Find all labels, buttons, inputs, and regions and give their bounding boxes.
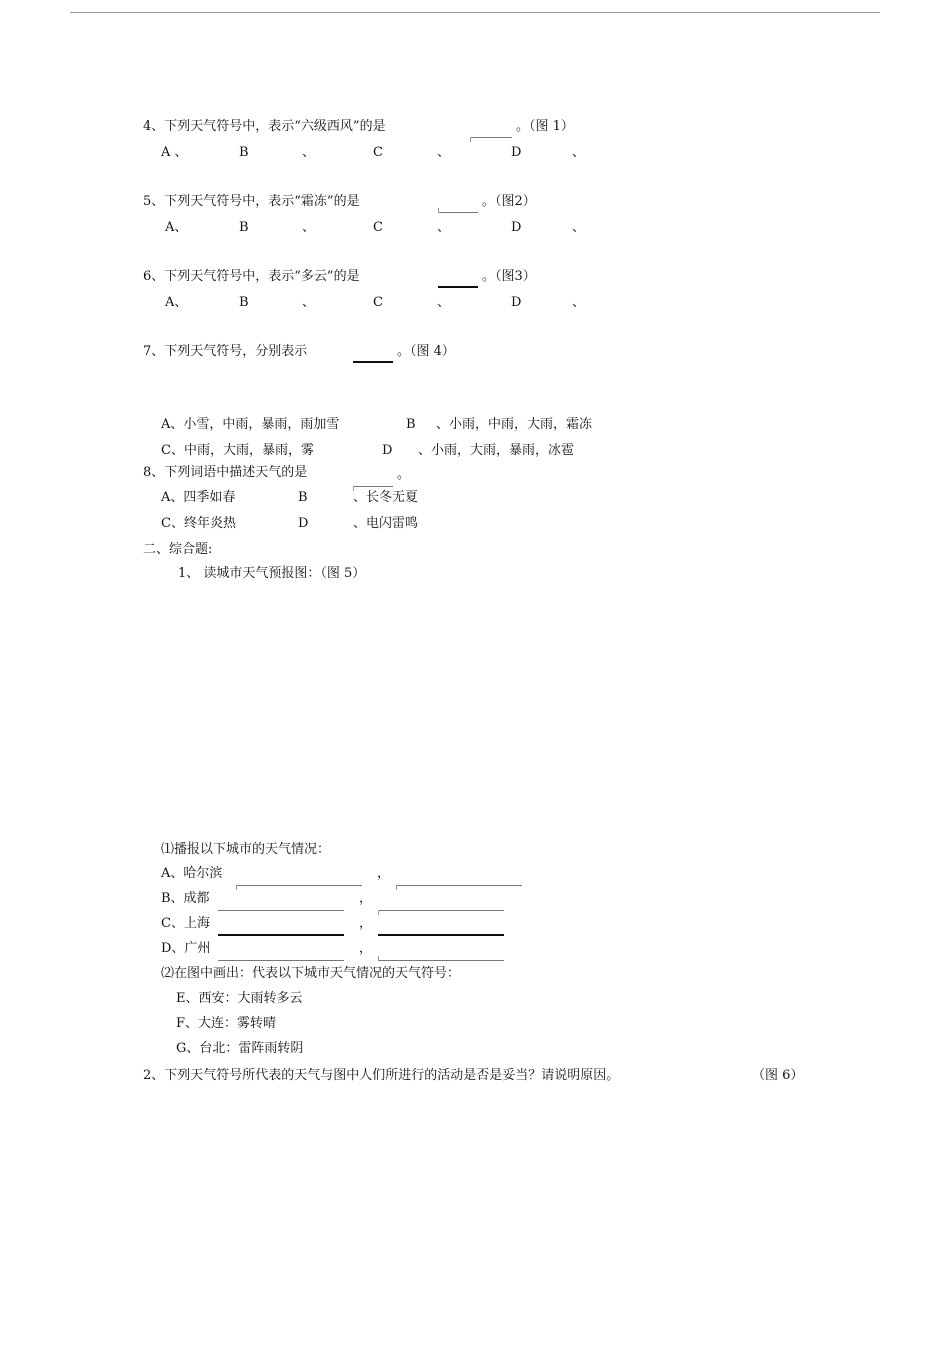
q7-option-b-letter[interactable]: B bbox=[406, 417, 416, 432]
blank-mark bbox=[396, 885, 397, 890]
q6-stem: 6、下列天气符号中，表示“多云”的是 bbox=[143, 269, 360, 284]
page-top-rule bbox=[70, 12, 880, 13]
q8-option-c[interactable]: C、终年炎热 bbox=[161, 516, 236, 531]
q6-sep: 、 bbox=[572, 295, 586, 310]
q7-option-c[interactable]: C、中雨，大雨，暴雨，雾 bbox=[161, 443, 314, 458]
q7-tail: 。（图 4） bbox=[397, 344, 455, 359]
guangzhou-answer-blank-1[interactable] bbox=[218, 960, 344, 961]
q5-sep: 、 bbox=[302, 220, 316, 235]
q8-answer-blank[interactable] bbox=[353, 486, 393, 487]
q8-option-b-text[interactable]: 、长冬无夏 bbox=[353, 490, 419, 505]
q7-option-a[interactable]: A、小雪，中雨，暴雨，雨加雪 bbox=[161, 417, 340, 432]
q8-tail: 。 bbox=[397, 467, 411, 482]
section-2-heading: 二、综合题: bbox=[143, 542, 213, 557]
q6-sep: 、 bbox=[302, 295, 316, 310]
q4-option-c[interactable]: C bbox=[373, 145, 383, 160]
q4-sep: 、 bbox=[437, 145, 451, 160]
draw-item-xian: E、西安：大雨转多云 bbox=[176, 991, 303, 1006]
q8-option-d-text[interactable]: 、电闪雷鸣 bbox=[353, 516, 419, 531]
comma: ， bbox=[377, 866, 391, 881]
q5-answer-blank[interactable] bbox=[438, 212, 478, 213]
harbin-answer-blank-2[interactable] bbox=[396, 885, 522, 886]
q6-option-b[interactable]: B bbox=[239, 295, 249, 310]
q5-option-c[interactable]: C bbox=[373, 220, 383, 235]
draw-item-taipei: G、台北：雷阵雨转阴 bbox=[176, 1041, 304, 1056]
q5-option-a[interactable]: A、 bbox=[165, 220, 188, 235]
shanghai-answer-blank-1[interactable] bbox=[218, 934, 344, 936]
blank-mark bbox=[378, 956, 379, 961]
chengdu-answer-blank-2[interactable] bbox=[378, 910, 504, 911]
q8-stem: 8、下列词语中描述天气的是 bbox=[143, 465, 308, 480]
q5-sep: 、 bbox=[572, 220, 586, 235]
q5-option-d[interactable]: D bbox=[511, 220, 522, 235]
harbin-answer-blank-1[interactable] bbox=[236, 885, 362, 886]
q5-blank-mark bbox=[438, 208, 439, 213]
section-2-q1-title: 1、 读城市天气预报图：（图 5） bbox=[178, 566, 366, 581]
part-1-instruction: ⑴播报以下城市的天气情况： bbox=[161, 842, 331, 857]
guangzhou-answer-blank-2[interactable] bbox=[378, 960, 504, 961]
q8-option-d-letter[interactable]: D bbox=[298, 516, 309, 531]
q5-tail: 。（图2） bbox=[482, 194, 536, 209]
q8-option-a[interactable]: A、四季如春 bbox=[161, 490, 236, 505]
city-chengdu-label: B、成都 bbox=[161, 891, 210, 906]
q5-stem: 5、下列天气符号中，表示“霜冻”的是 bbox=[143, 194, 360, 209]
section-2-q2-title: 2、下列天气符号所代表的天气与图中人们所进行的活动是否是妥当？请说明原因。 bbox=[143, 1068, 620, 1083]
q5-sep: 、 bbox=[437, 220, 451, 235]
q6-tail: 。（图3） bbox=[482, 269, 536, 284]
city-shanghai-label: C、上海 bbox=[161, 916, 210, 931]
q7-stem: 7、下列天气符号，分别表示 bbox=[143, 344, 308, 359]
blank-mark bbox=[236, 885, 237, 890]
blank-mark bbox=[378, 910, 379, 915]
q6-option-d[interactable]: D bbox=[511, 295, 522, 310]
chengdu-answer-blank-1[interactable] bbox=[218, 910, 344, 911]
q6-option-c[interactable]: C bbox=[373, 295, 383, 310]
shanghai-answer-blank-2[interactable] bbox=[378, 934, 504, 936]
q4-stem: 4、下列天气符号中，表示“六级西风”的是 bbox=[143, 119, 386, 134]
q6-sep: 、 bbox=[437, 295, 451, 310]
q4-sep: 、 bbox=[302, 145, 316, 160]
q6-answer-blank[interactable] bbox=[438, 286, 478, 288]
q4-sep: 、 bbox=[572, 145, 586, 160]
figure-6-label: （图 6） bbox=[752, 1068, 804, 1083]
q8-option-b-letter[interactable]: B bbox=[298, 490, 308, 505]
q7-answer-blank[interactable] bbox=[353, 361, 393, 363]
q4-option-a[interactable]: A 、 bbox=[161, 145, 188, 160]
q4-answer-blank[interactable] bbox=[470, 137, 512, 138]
part-2-instruction: ⑵在图中画出：代表以下城市天气情况的天气符号： bbox=[161, 966, 461, 981]
q4-tail: 。（图 1） bbox=[516, 119, 574, 134]
comma: ， bbox=[359, 891, 373, 906]
q7-option-b-text[interactable]: 、小雨，中雨，大雨，霜冻 bbox=[436, 417, 593, 432]
q4-blank-mark bbox=[470, 137, 471, 142]
q4-option-b[interactable]: B bbox=[239, 145, 249, 160]
comma: ， bbox=[359, 916, 373, 931]
q6-option-a[interactable]: A、 bbox=[165, 295, 188, 310]
comma: ， bbox=[359, 941, 373, 956]
q4-option-d[interactable]: D bbox=[511, 145, 522, 160]
q5-option-b[interactable]: B bbox=[239, 220, 249, 235]
q7-option-d-letter[interactable]: D bbox=[382, 443, 393, 458]
draw-item-dalian: F、大连：雾转晴 bbox=[176, 1016, 277, 1031]
q7-option-d-text[interactable]: 、小雨，大雨，暴雨，冰雹 bbox=[418, 443, 575, 458]
city-guangzhou-label: D、广州 bbox=[161, 941, 211, 956]
city-harbin-label: A、哈尔滨 bbox=[161, 866, 223, 881]
